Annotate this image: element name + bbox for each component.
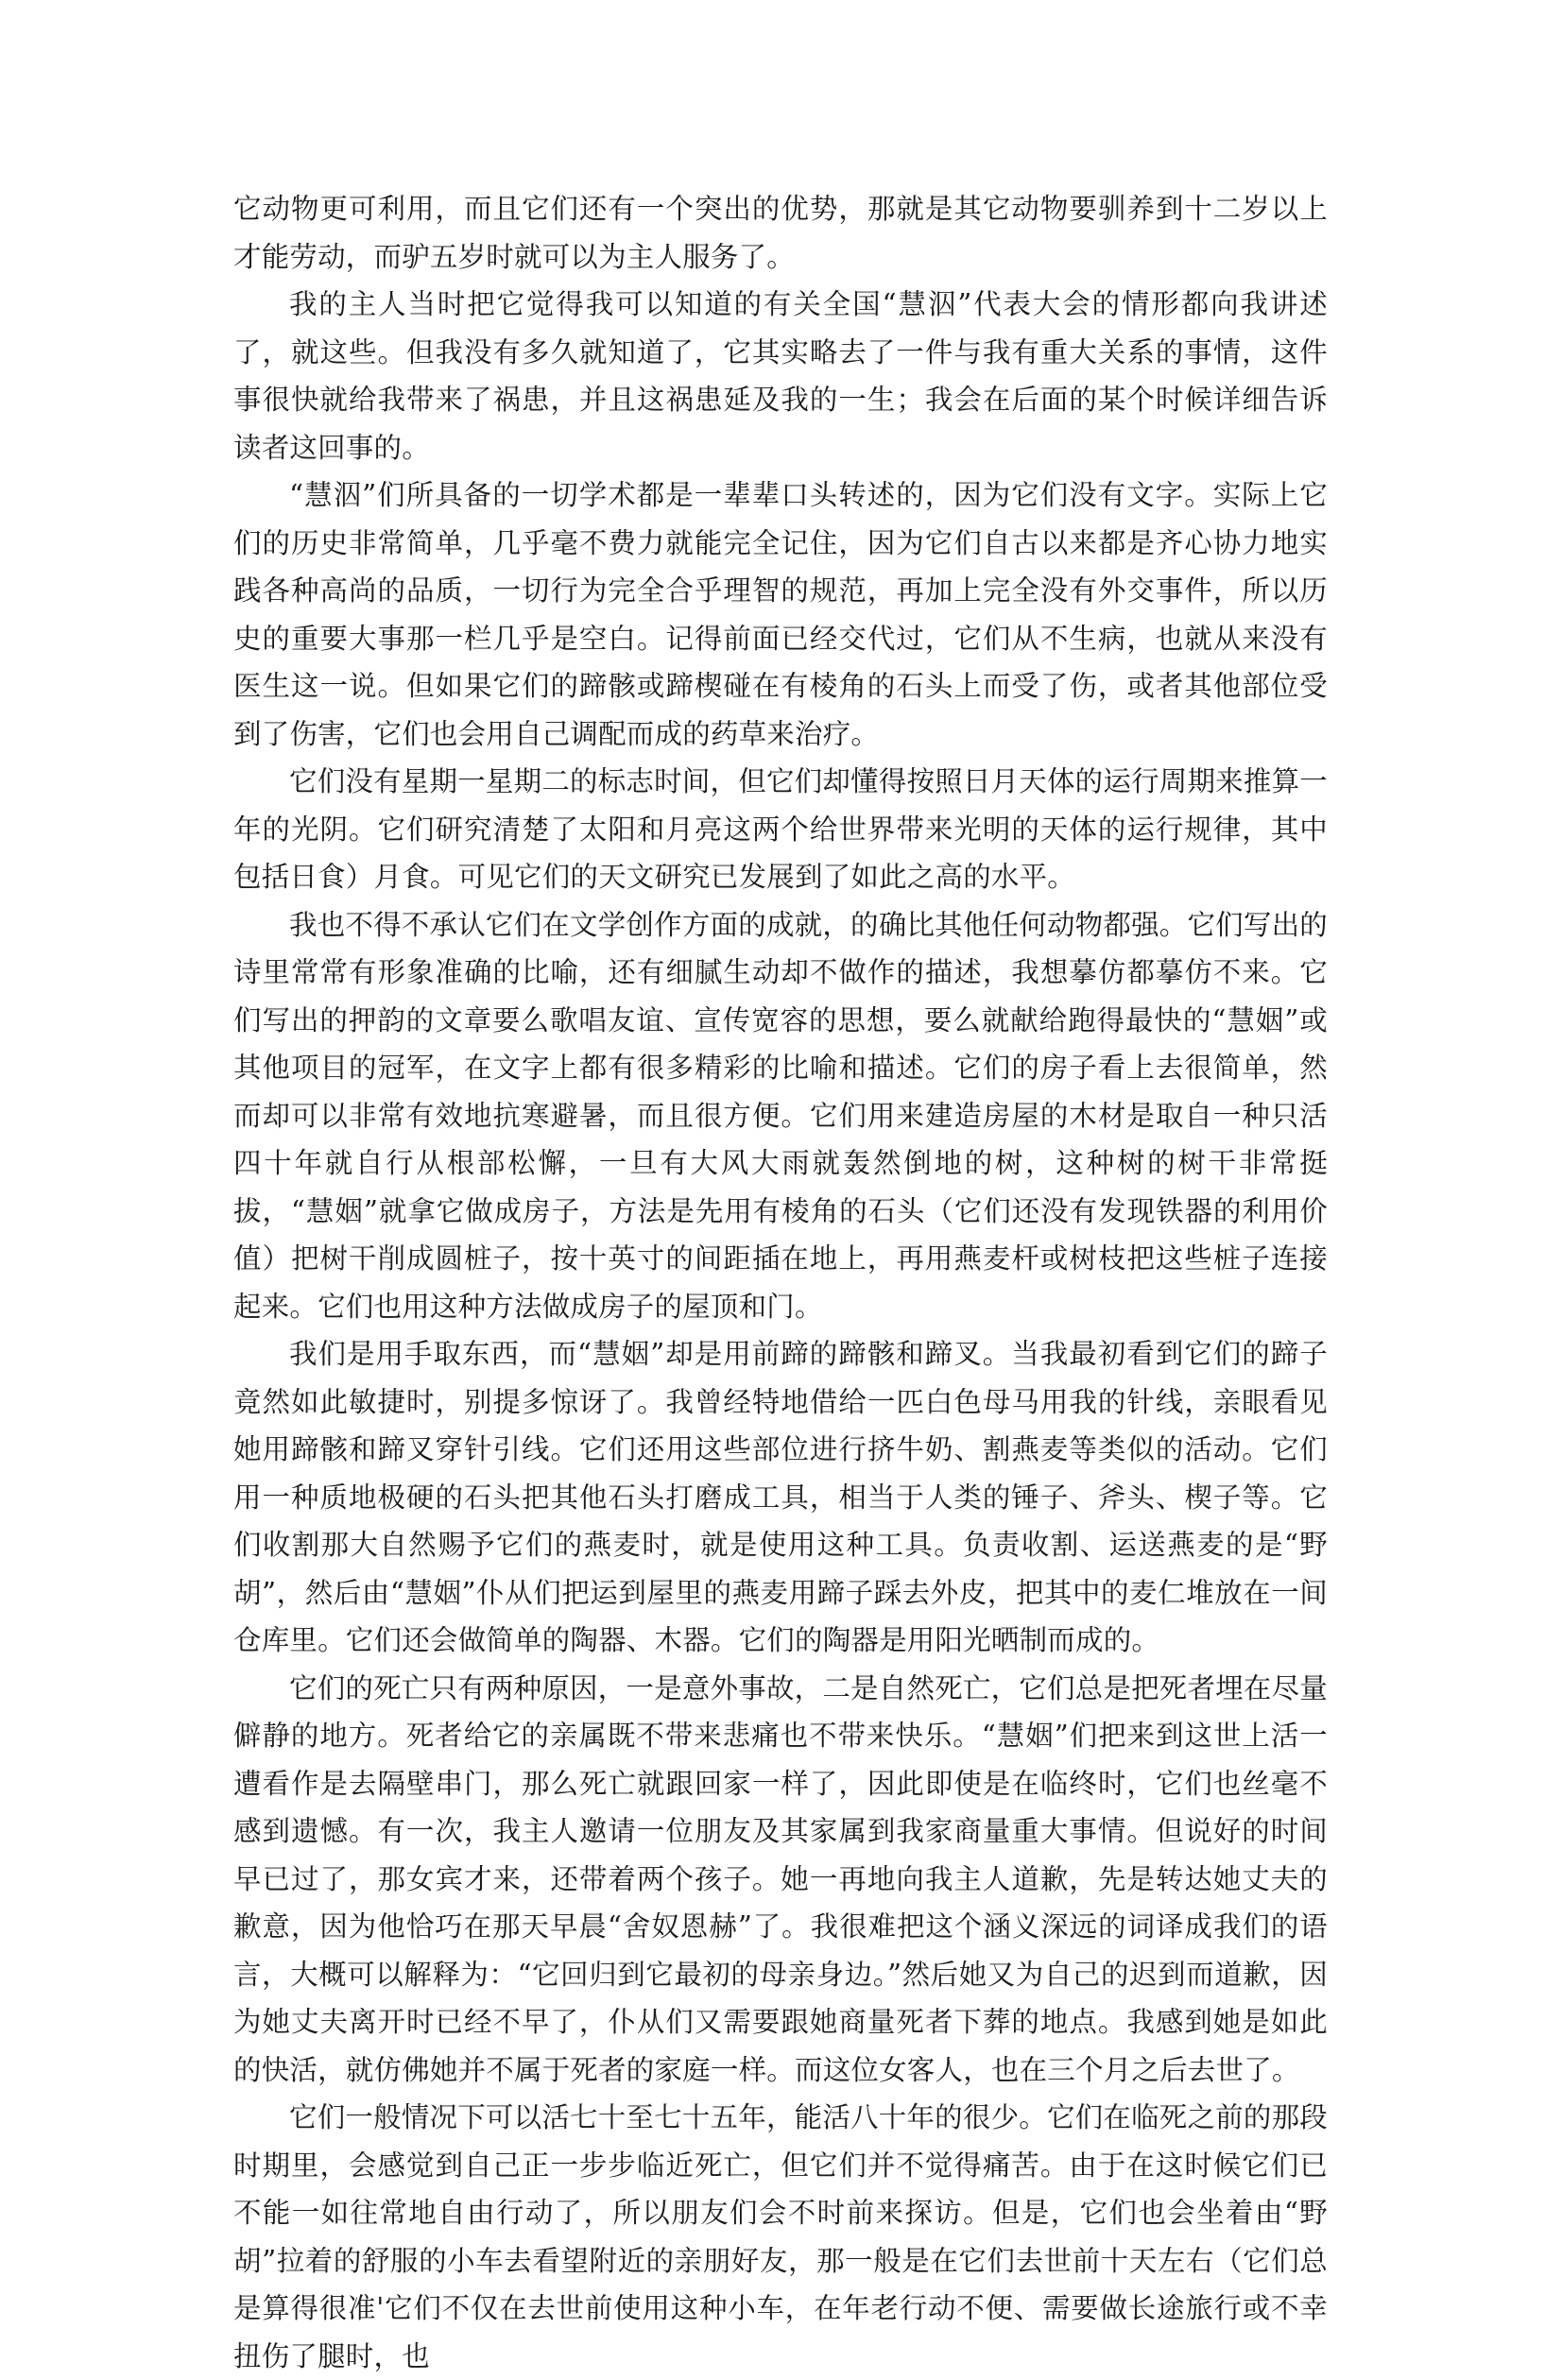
paragraph: 我的主人当时把它觉得我可以知道的有关全国“慧泅”代表大会的情形都向我讲述了，就这些。但我没有多久就知道了，它其实略去了一件与我有重大关系的事情，这件事很快就给我带来了祸患，并且这祸患延及我的一生；我会在后面的某个时候详细告诉读者这回事的。	[233, 288, 1328, 464]
paragraph: 它们的死亡只有两种原因，一是意外事故，二是自然死亡，它们总是把死者埋在尽量僻静的地方。死者给它的亲属既不带来悲痛也不带来快乐。“慧姻”们把来到这世上活一遭看作是去隔壁串门，那么死亡就跟回家一样了，因此即使是在临终时，它们也丝毫不感到遗憾。有一次，我主人邀请一位朋友及其家属到我家商量重大事情。但说好的时间早已过了，那女宾才来，还带着两个孩子。她一再地向我主人道歉，先是转达她丈夫的歉意，因为他恰巧在那天早晨“舍奴恩赫”了。我很难把这个涵义深远的词译成我们的语言，大概可以解释为：“它回归到它最初的母亲身边。”然后她又为自己的迟到而道歉，因为她丈夫离开时已经不早了，仆从们又需要跟她商量死者下葬的地点。我感到她是如此的快活，就仿佛她并不属于死者的家庭一样。而这位女客人，也在三个月之后去世了。	[233, 1671, 1328, 2086]
document-body	[233, 185, 1328, 2380]
paragraph: 它们没有星期一星期二的标志时间，但它们却懂得按照日月天体的运行周期来推算一年的光阴。它们研究清楚了太阳和月亮这两个给世界带来光明的天体的运行规律，其中包括日食）月食。可见它们的天文研究已发展到了如此之高的水平。	[233, 765, 1328, 893]
paragraph: “慧泅”们所具备的一切学术都是一辈辈口头转述的，因为它们没有文字。实际上它们的历史非常简单，几乎毫不费力就能完全记住，因为它们自古以来都是齐心协力地实践各种高尚的品质，一切行为完全合乎理智的规范，再加上完全没有外交事件，所以历史的重要大事那一栏几乎是空白。记得前面已经交代过，它们从不生病，也就从来没有医生这一说。但如果它们的蹄骸或蹄楔碰在有棱角的石头上而受了伤，或者其他部位受到了伤害，它们也会用自己调配而成的药草来治疗。	[233, 479, 1328, 750]
paragraph: 我也不得不承认它们在文学创作方面的成就，的确比其他任何动物都强。它们写出的诗里常常有形象准确的比喻，还有细腻生动却不做作的描述，我想摹仿都摹仿不来。它们写出的押韵的文章要么歌唱友谊、宣传宽容的思想，要么就献给跑得最快的“慧姻”或其他项目的冠军，在文字上都有很多精彩的比喻和描述。它们的房子看上去很简单，然而却可以非常有效地抗寒避暑，而且很方便。它们用来建造房屋的木材是取自一种只活四十年就自行从根部松懈，一旦有大风大雨就轰然倒地的树，这种树的树干非常挺拔，“慧姻”就拿它做成房子，方法是先用有棱角的石头（它们还没有发现铁器的利用价值）把树干削成圆桩子，按十英寸的间距插在地上，再用燕麦杆或树枝把这些桩子连接起来。它们也用这种方法做成房子的屋顶和门。	[233, 908, 1328, 1323]
paragraph: 它们一般情况下可以活七十至七十五年，能活八十年的很少。它们在临死之前的那段时期里，会感觉到自己正一步步临近死亡，但它们并不觉得痛苦。由于在这时候它们已不能一如往常地自由行动了，所以朋友们会不时前来探访。但是，它们也会坐着由“野胡”拉着的舒服的小车去看望附近的亲朋好友，那一般是在它们去世前十天左右（它们总是算得很准'它们不仅在去世前使用这种小车，在年老行动不便、需要做长途旅行或不幸扭伤了腿时，也	[233, 2101, 1328, 2372]
paragraph: 它动物更可利用，而且它们还有一个突出的优势，那就是其它动物要驯养到十二岁以上才能劳动，而驴五岁时就可以为主人服务了。	[233, 193, 1328, 273]
paragraph: 我们是用手取东西，而“慧姻”却是用前蹄的蹄骸和蹄叉。当我最初看到它们的蹄子竟然如此敏捷时，别提多惊讶了。我曾经特地借给一匹白色母马用我的针线，亲眼看见她用蹄骸和蹄叉穿针引线。它们还用这些部位进行挤牛奶、割燕麦等类似的活动。它们用一种质地极硬的石头把其他石头打磨成工具，相当于人类的锤子、斧头、楔子等。它们收割那大自然赐予它们的燕麦时，就是使用这种工具。负责收割、运送燕麦的是“野胡”，然后由“慧姻”仆从们把运到屋里的燕麦用蹄子踩去外皮，把其中的麦仁堆放在一间仓库里。它们还会做简单的陶器、木器。它们的陶器是用阳光晒制而成的。	[233, 1338, 1328, 1656]
